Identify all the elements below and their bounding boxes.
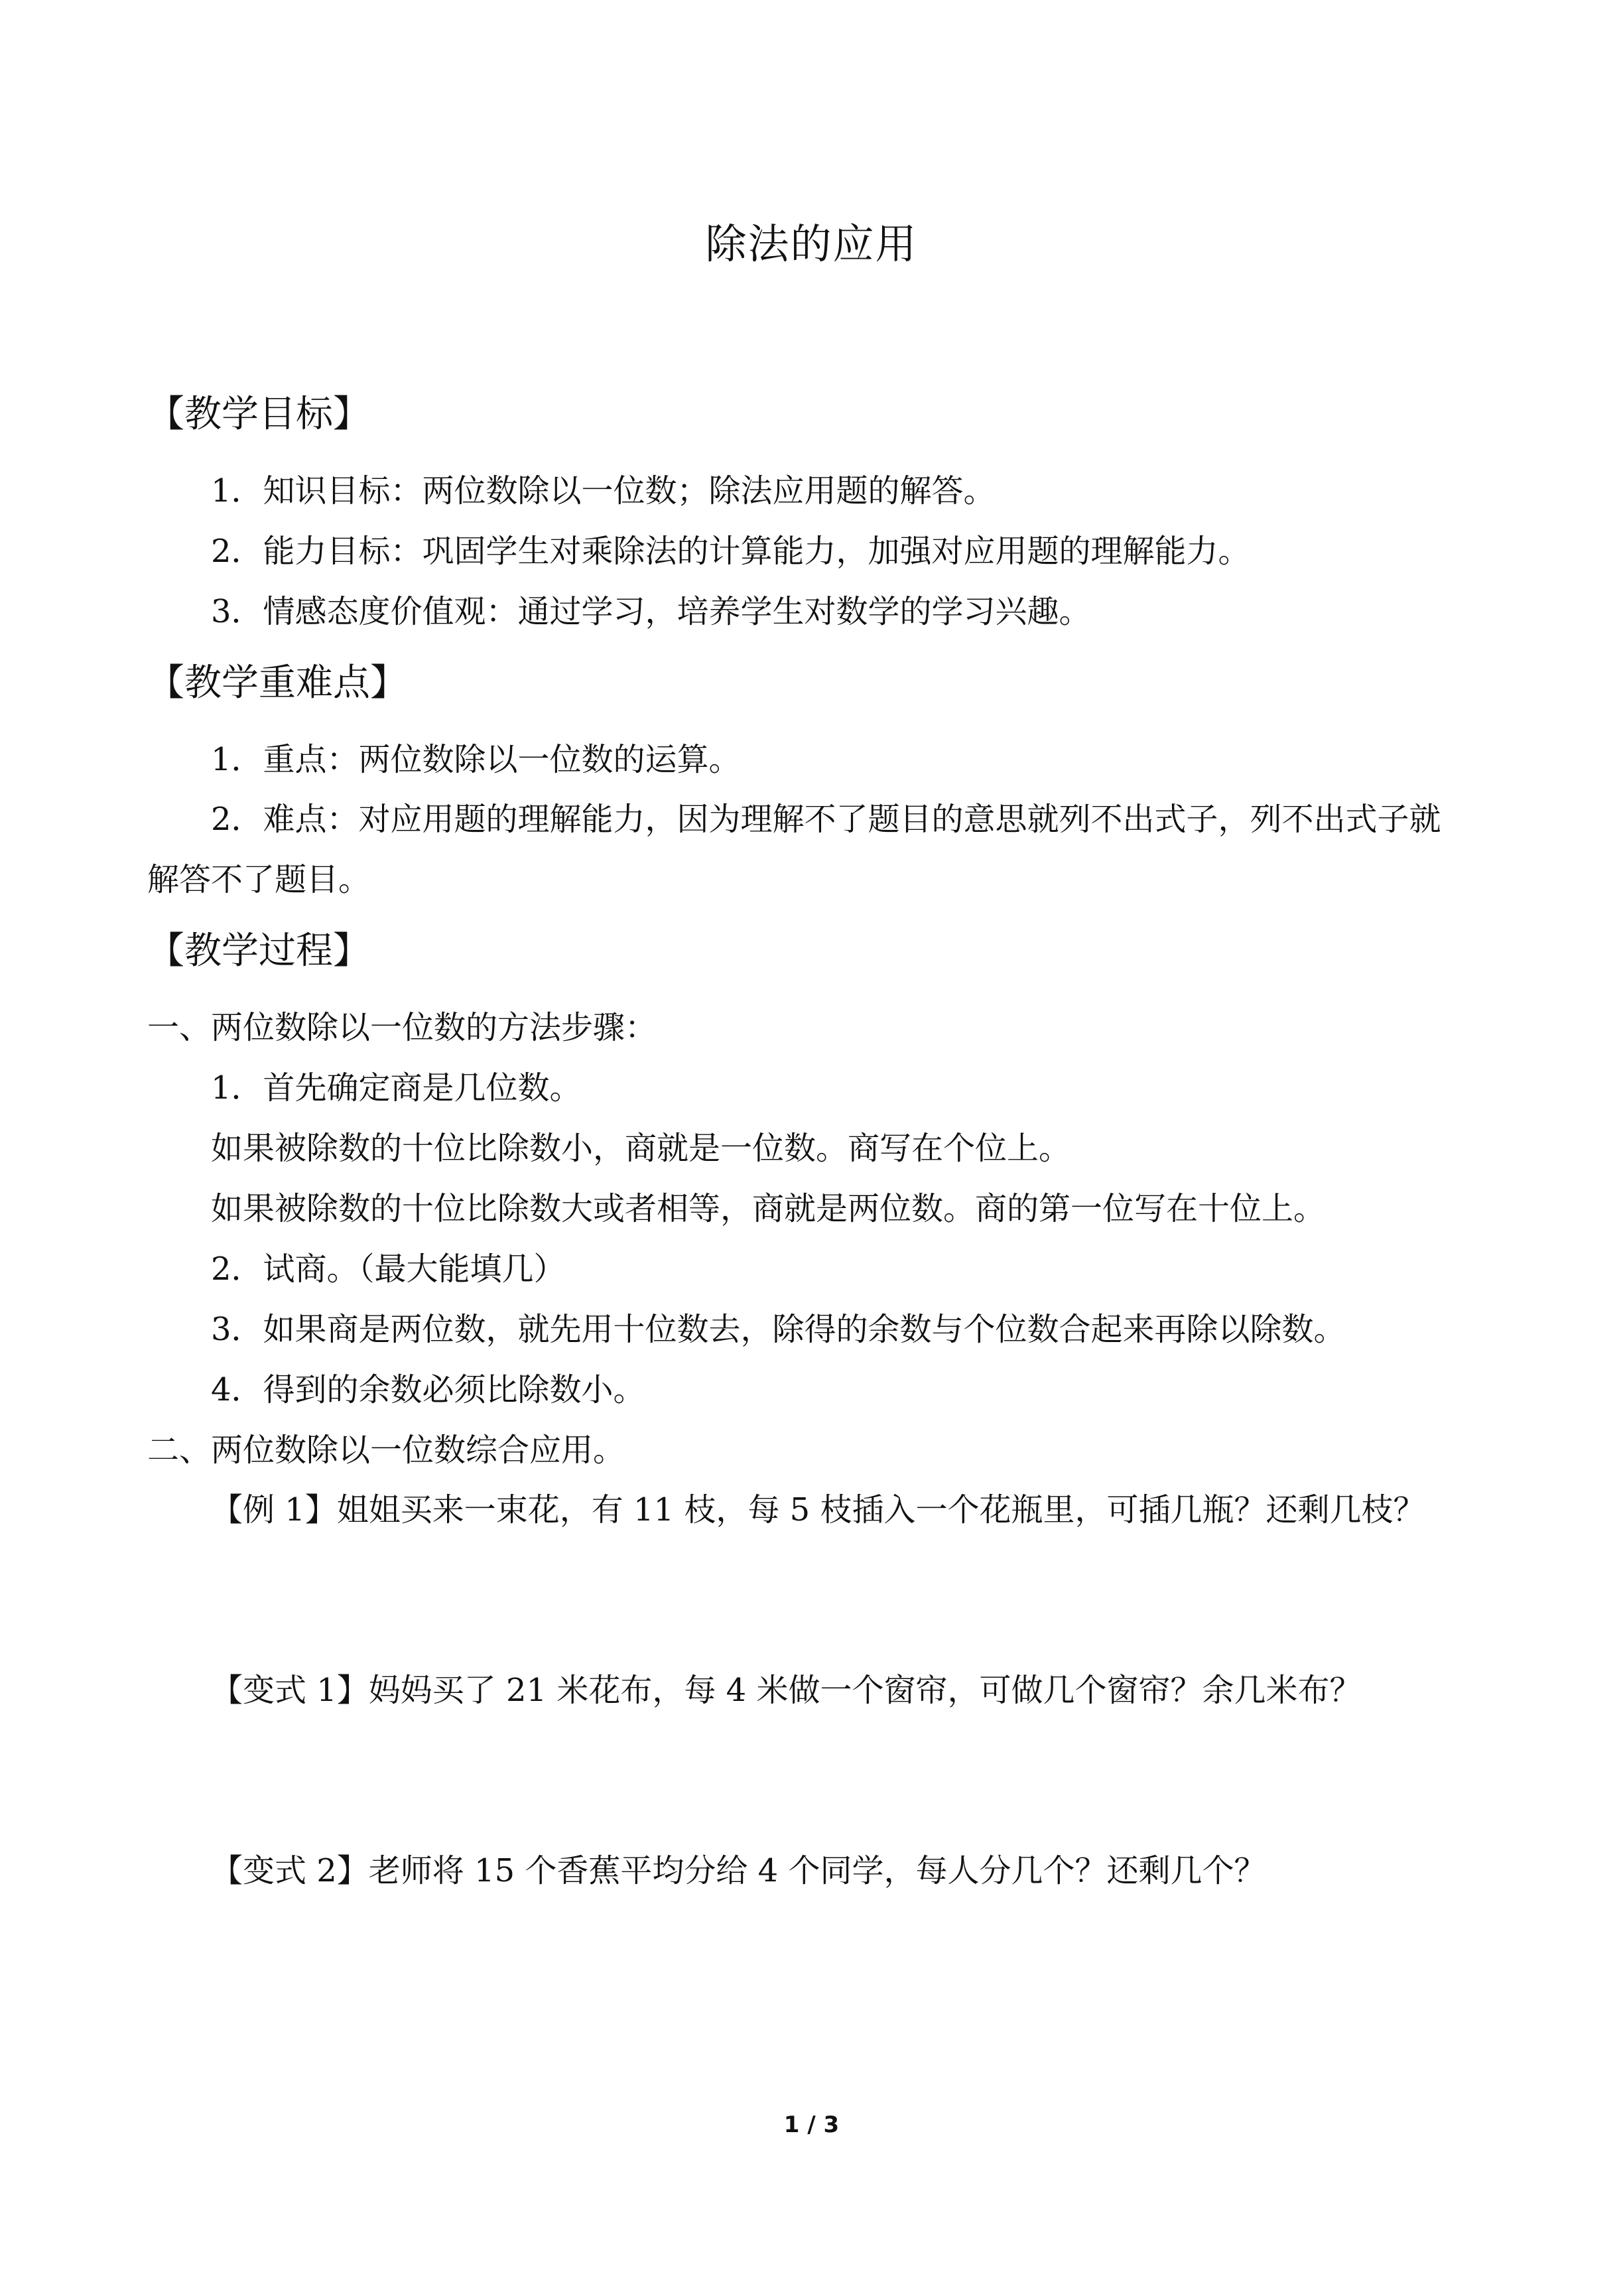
example-problem: 【变式 2】老师将 15 个香蕉平均分给 4 个同学，每人分几个？还剩几个？ — [211, 1852, 1266, 1889]
page-title: 除法的应用 — [705, 220, 918, 268]
goal-item: 2．能力目标：巩固学生对乘除法的计算能力，加强对应用题的理解能力。 — [211, 533, 1250, 570]
process-step: 3．如果商是两位数，就先用十位数去，除得的余数与个位数合起来再除以除数。 — [211, 1311, 1346, 1348]
process-part-title: 一、两位数除以一位数的方法步骤： — [147, 1009, 657, 1046]
process-step: 如果被除数的十位比除数大或者相等，商就是两位数。商的第一位写在十位上。 — [211, 1190, 1326, 1227]
goal-item: 3．情感态度价值观：通过学习，培养学生对数学的学习兴趣。 — [211, 593, 1091, 630]
process-step: 4．得到的余数必须比除数小。 — [211, 1371, 645, 1408]
process-step: 2．试商。（最大能填几） — [211, 1250, 566, 1288]
key-point-item: 解答不了题目。 — [147, 861, 371, 898]
page-number: 1 / 3 — [783, 2112, 840, 2138]
section-heading-goals: 【教学目标】 — [147, 393, 370, 436]
key-point-item: 1．重点：两位数除以一位数的运算。 — [211, 741, 741, 778]
section-heading-key-points: 【教学重难点】 — [147, 661, 407, 705]
goal-item: 1．知识目标：两位数除以一位数；除法应用题的解答。 — [211, 472, 996, 509]
example-problem: 【例 1】姐姐买来一束花，有 11 枝，每 5 枝插入一个花瓶里，可插几瓶？还剩几枝？ — [211, 1491, 1425, 1528]
process-step: 如果被除数的十位比除数小，商就是一位数。商写在个位上。 — [211, 1130, 1071, 1167]
example-problem: 【变式 1】妈妈买了 21 米花布，每 4 米做一个窗帘，可做几个窗帘？余几米布？ — [211, 1672, 1362, 1709]
process-step: 1．首先确定商是几位数。 — [211, 1069, 582, 1107]
process-part-title: 二、两位数除以一位数综合应用。 — [147, 1432, 625, 1469]
section-heading-process: 【教学过程】 — [147, 929, 370, 973]
key-point-item: 2．难点：对应用题的理解能力，因为理解不了题目的意思就列不出式子，列不出式子就 — [211, 801, 1441, 838]
